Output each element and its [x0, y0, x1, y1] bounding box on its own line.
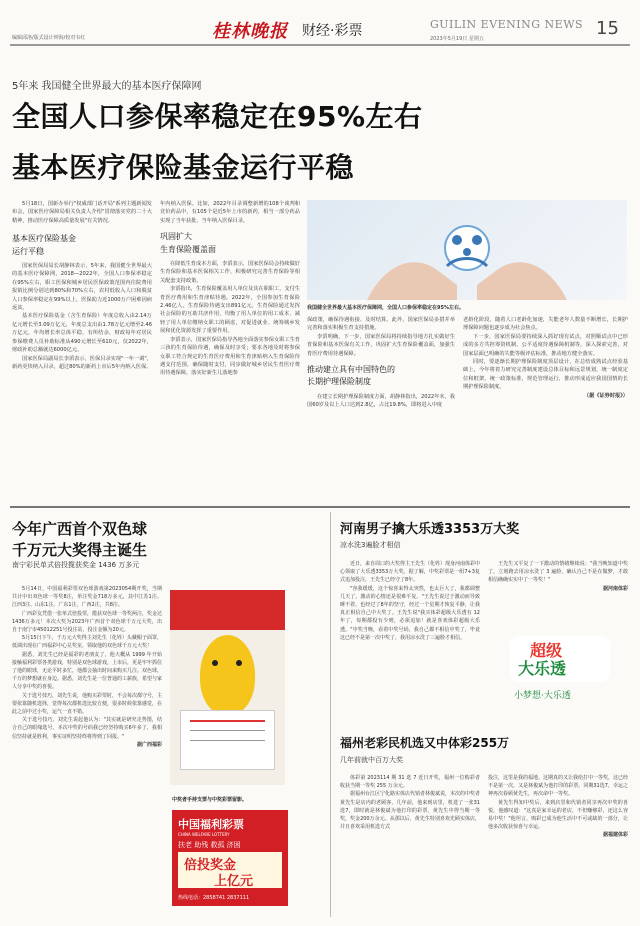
paragraph: 下一步，国家医保局要持续深入抓好现有试点，对照顺试点中已形成的多方共担筹资机制、公平适度待遇保障机制等，深入探索完善，对国家层面已明确的失能等级评估标准，推动地方健全落实。 [463, 333, 628, 357]
paragraph: 李滔明确，下一步，国家医保局将持续指导地方扎实做好生育保险和基本医保有关工作，巩固扩大生育保险覆盖面，加强生育医疗费用待遇保障。 [307, 333, 455, 357]
lottery-right-body-col2 [488, 560, 628, 593]
column-divider [330, 512, 331, 917]
ad-brand-en: CHINA WELFARE LOTTERY [178, 832, 230, 837]
paragraph: "容我缓缓，这个惊喜来得太突然，也太巨大了，我都调整几天了，激动的心情还是很难平复。"王先生说过于激动而导致睡不着，也经过了8年的坚守，经过一个星期才恢复平静，让我真正相信自己中大奖了。王先生说"我买体彩超级大乐透有 12 年了，每期都投有少则，必须追加！就是喜欢体彩超级大乐透。"中奖当晚，看着中奖号码，我自己都不相信中奖了，毕竟这已经不是第一次中奖了，我用凉水洗了三遍脸才相信。 [340, 585, 480, 641]
subheading: 基本医疗保险基金 [12, 234, 76, 244]
page-number: 15 [596, 18, 619, 39]
newspaper-logo: 桂林晚报 [212, 21, 288, 42]
lottery-right2-title: 福州老彩民机选又中体彩255万 [340, 736, 510, 750]
main-title-line2: 基本医疗保险基金运行平稳 [12, 151, 355, 184]
section-rule [10, 506, 630, 508]
hands-illustration [307, 200, 627, 300]
main-col2 [160, 200, 300, 378]
paragraph: 黄先生得知中奖后，来到店里和代销者同享再次中奖的喜悦，他感叹道："这真是家幸运的老店，不但赚够彩，还这么容易中奖！"他坦言，购彩已成为他生活中不可或缺的一部分，让他多次收获惊喜与幸运。 [488, 799, 628, 831]
main-kicker: 5年来 我国健全世界最大的基本医疗保障网 [12, 81, 202, 92]
badge-text-2: 大乐透 [518, 659, 567, 678]
subheading: 运行平稳 [12, 246, 44, 256]
paragraph: 近日，来自周口的大奖得主王先生（化姓）现身河南体彩中心领取了大乐透3353万大奖。据了解，中奖彩票是一组7+3复式追加投注，王先生已经守了8年。 [340, 561, 481, 584]
paragraph: 5月15日下午，千万元大奖得主刘先生（化姓）头戴帽子面罩，低调出现在广西福彩中心兑奖室，领取他的双色球千万元大奖！ [12, 635, 162, 650]
lottery-left-body [12, 585, 162, 749]
lottery-right2-body-col1 [340, 774, 480, 831]
ad-brand: 中国福利彩票 [178, 818, 244, 831]
badge-text: 超级 [530, 641, 563, 660]
hands-family-photo [307, 200, 627, 300]
ad-slogan: 扶老 助残 救孤 济困 [178, 841, 241, 849]
article-source: 据福建体彩 [602, 832, 628, 839]
paragraph: 王先生又平复了一下激动的情绪继续说："我当晚知道中奖了，立刻跑去用凉水洗了 3 遍脸，确认自己不是在做梦，才敢相信确确实实中了一等奖！" [488, 561, 628, 584]
paragraph: 据福州台江区宁化路实体店代销者林俊斌说，本次的中奖者黄先生是店内的老顾客，几年前，他来到店里，机选了一张31选7，即时就是林俊斌为他打印的彩票，黄先生中得当期一等奖，奖金200万余元。从那以后，黄先生特别喜欢光顾实体店，并且喜欢采用机选方式 [340, 791, 481, 831]
main-col4 [463, 316, 628, 400]
paragraph: 关于选号技巧，刘先生说，他购买彩票时，不会每次都守号，主要依靠随机选择，觉得每次都机选比较方便，很多时候依靠感觉，在此之前中过小奖，运气一直不错。 [12, 692, 163, 716]
paragraph: 投注，这里是我的福地。这期真的又让我给打中一等奖，这已经不是第一次，又是林俊斌为他打印的彩票，同期31选7，幸运之神再次眷顾黄先生，再次命中一等奖。 [488, 775, 629, 798]
paragraph: 同时，要逐渐长期护理保险制度顶层设计，在总结成熟试点经验基础上，今年将着力研究完善制度建设总体目标和远景规划，统一制度定位和框架，统一政策标准，规范管理运行，推动形成适应我国国情的长期护理保险制度。 [463, 359, 628, 391]
subheading: 生育保险覆盖面 [160, 244, 216, 254]
ad-headline-2: 上亿元 [214, 874, 254, 889]
paragraph: 年内纳入医保。比如，2022年目录调整新增的108个谈判和竞价药品中，有105个是近5年上市的新药，相当一部分药品实现了当年获批、当年纳入医保目录。 [160, 201, 300, 224]
paragraph: 基本医疗保险基金（含生育保险）年度总收入由2.14万亿元增长至3.09万亿元，年度总支出由1.78万亿元增至2.46万亿元，年均增长率总体平稳，有所结余，财政每年对居民参保缴费人员补助标准从490元增长至610元，仅2022年，财政补助总额就达6000亿元。 [12, 313, 152, 354]
lottery-left-title-line1: 今年广西首个双色球 [12, 520, 148, 538]
lottery-right-title: 河南男子擒大乐透3353万大奖 [340, 522, 520, 537]
ad-headline: 倍投奖金 [184, 858, 237, 873]
welfare-lottery-ad [172, 810, 288, 906]
section-name: 财经·彩票 [302, 23, 363, 39]
lottery-left-subtitle: 南宁彩民单式倍投揽获奖金 1436 万多元 [12, 561, 140, 569]
main-title-line1: 全国人口参保率稳定在95%左右 [12, 100, 423, 133]
paragraph: 李滔表示，国家医保局指导各地全面落实参保女职工生育三孩的生育保险待遇，确保及时享受；要求各地及时将参保女职工符合规定的生育医疗费用和生育津贴纳入生育保险待遇支付范围，确保随时支付，同步做好城乡居民生育医疗费用待遇保障，落实好新生儿落地参 [160, 336, 300, 377]
paragraph: 国家医保局副局长李滔表示，医保目录实现"一年一调"，新药更快纳入目录，超过80%的新药上市后5年内纳入医保。 [12, 355, 152, 370]
issue-date: 2023年5月19日 星期五 [430, 36, 484, 42]
winner-photo-caption: 中奖者手持支票与中奖彩票留影。 [172, 797, 248, 803]
photo-caption: 我国健全世界最大基本医疗保障网，全国人口参保率稳定在95%左右。 [307, 305, 464, 311]
article-source: （据《证券时报》） [583, 392, 628, 399]
header-rule [10, 44, 630, 46]
subheading: 巩固扩大 [160, 232, 192, 242]
paragraph: 广西彩友凭借一张单式倍投票，揽获双色球一等奖两注，奖金达1436万多元！本次大奖为2023年广西首个双色球千万元大奖，出自于南宁市45012251号投注站，投注金额为20元。 [12, 610, 163, 634]
paragraph: 关于选号技巧，刘先生说起他认为："其实就是研究走势图，结合自己的眼缘选号，本次中奖的号码我已经坚持购买6年多了，我相信坚持就是胜利，事实证明坚持终将得到了回报。" [12, 717, 162, 740]
ad-phone: 热线电话：2858741 2837111 [178, 895, 250, 901]
lottery-right2-body-col2 [488, 774, 628, 840]
main-col3 [307, 316, 455, 410]
paragraph: 5月18日，国新办举行"权威部门话开局"系列主题新闻发布会，国家医疗保障局相关负责人介绍"贯彻落实党的二十大精神，推动医疗保障高质量发展"有关情况。 [12, 201, 152, 224]
paragraph: 国家医保局局长胡静林表示，5年来，我国健全世界最大的基本医疗保障网，2018—2022年，全国人口参保率稳定在95%左右，职工医保和城乡居民医保政策范围内住院费用报销比例分别达到80%和70%左右，农村低收入人口和脱贫人口参保率稳定在99%以上，医保助力近1000万户困难因病返贫。 [12, 263, 152, 312]
paragraph: 老龄化阶段，随着人口老龄化加速，失能老年人数量不断增长，长期护理保障问题也逐步成为社会焦点。 [463, 317, 628, 332]
newspaper-english-name: GUILIN EVENING NEWS [430, 18, 584, 31]
badge-slogan: 小梦想·大乐透 [514, 691, 571, 701]
lottery-right-subtitle: 凉水洗3遍脸才相信 [340, 541, 401, 549]
article-source: 据广西福彩 [136, 741, 162, 748]
article-source: 据河南体彩 [602, 585, 628, 592]
paragraph: 保政策，确保待遇衔接、及时结算。此外，国家医保局多措并举完善和落实积极生育支持措施。 [307, 317, 455, 332]
paragraph: 据悉，刘先生已经是福彩的老朋友了，他大概从 1999 年开始接触福利彩票各类游戏，特别是双色球游戏，上市后，更是牢牢抓住了他的眼球，无论平时多忙，他都会抽出时间来购买几注。双色球，千万的梦想就在身边。据悉，刘先生是一位普通的工薪族，希望与家人分享中奖的喜悦。 [12, 651, 163, 691]
paragraph: 在建立长期护理保险制度方面，胡静林指出，2022年末，我国60岁及以上人口达到2.8亿，占比19.8%，即将进入中度 [307, 393, 455, 409]
paragraph: 体彩第 2023114 期 31 选 7 近日开奖，福州一位购彩者收获当期一等奖 255 万余元。 [340, 775, 480, 790]
subheading: 推动建立具有中国特色的 [307, 365, 395, 375]
lottery-right-body-col1 [340, 560, 480, 642]
main-col1 [12, 200, 152, 371]
lottery-left-title-line2: 千万元大奖得主诞生 [12, 541, 148, 559]
paragraph: 5月14日，中国福利彩票双色球游戏第2023054期开奖，当期共计中出双色球一等奖8注，单注奖金718万多元，其中江苏1注、江西3注、山东1注、广东1注，广西2注，共8注。 [12, 586, 162, 609]
paragraph: 在降低生育成本方面，李滔表示，国家医保局会持续做好生育保险和基本医保相关工作，积极研究完善生育保险等相关配套支持政策。 [160, 261, 300, 284]
subheading: 长期护理保险制度 [307, 377, 371, 387]
winner-photo [170, 590, 285, 785]
paragraph: 李滔指出，生育保险覆盖用人单位及其在职职工，支付生育医疗费用和生育津贴待遇。2022年，全国参加生育保险2.46亿人，生育保险待遇支出891亿元，生育保险通过发挥社会保险的互助共济作用，均衡了用人单位的用工成本，减轻了用人单位缴纳女职工的顾虑，对促进就业、统筹城乡发展和优化资源发挥了重要作用。 [160, 286, 300, 335]
editor-credits: 编辑邱洛/版式设计钟海/校对韦红 [12, 35, 86, 41]
lottery-right2-subtitle: 几年前就中百万大奖 [340, 756, 403, 764]
super-lotto-badge [500, 630, 620, 710]
